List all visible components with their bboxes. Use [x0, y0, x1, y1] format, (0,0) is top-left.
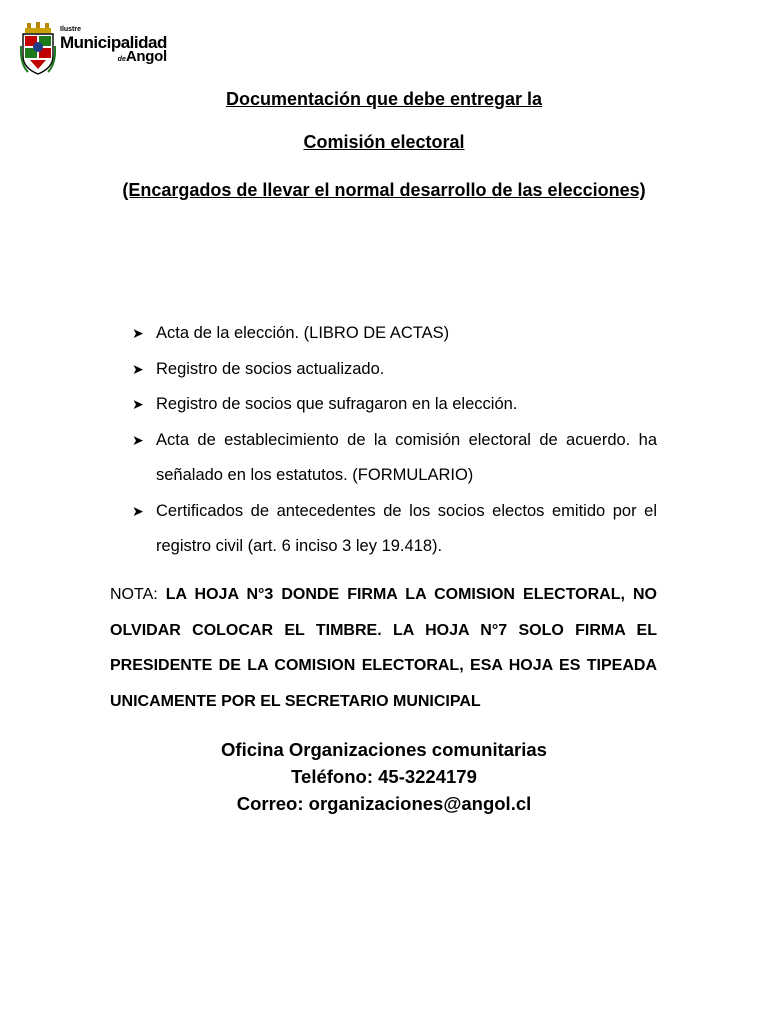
document-title-line-2: Comisión electoral — [303, 132, 465, 152]
list-item-text: Certificados de antecedentes de los socios electos emitido por el registro civil (art. 6 inciso 3 ley 19.418). — [156, 501, 657, 555]
list-item — [132, 387, 657, 423]
arrowhead-bullet-icon: ➤ — [132, 396, 144, 412]
list-item-text: Acta de la elección. (LIBRO DE ACTAS) — [156, 324, 450, 342]
office-email: Correo: organizaciones@angol.cl — [236, 793, 532, 814]
list-item-text: Registro de socios actualizado. — [156, 359, 385, 378]
logo-de-text: de — [117, 56, 126, 63]
office-contact — [0, 736, 768, 817]
list-item — [132, 423, 657, 494]
note-text: LA HOJA N°3 DONDE FIRMA LA COMISION ELECTORAL, NO OLVIDAR COLOCAR EL TIMBRE. LA HOJA N°7 SOLO FIRMA EL PRESIDENTE DE LA COMISION ELECTORAL, ESA HOJA ES TIPEADA UNICAMENTE POR EL SECRETARIO MUNICIPAL — [110, 586, 658, 710]
list-item — [132, 316, 657, 352]
municipal-logo — [20, 22, 180, 80]
document-title-line-3: (Encargados de llevar el normal desarrollo de las elecciones) — [122, 180, 646, 200]
list-item — [132, 352, 657, 388]
document-title-line-1: Documentación que debe entregar la — [225, 89, 543, 109]
requirements-list — [132, 316, 657, 565]
note-label: NOTA: — [110, 586, 166, 603]
arrowhead-bullet-icon: ➤ — [132, 502, 144, 519]
note-paragraph — [110, 577, 657, 719]
office-name: Oficina Organizaciones comunitarias — [221, 739, 547, 760]
arrowhead-bullet-icon: ➤ — [132, 325, 144, 341]
arrowhead-bullet-icon: ➤ — [132, 431, 144, 448]
arrowhead-bullet-icon: ➤ — [132, 360, 144, 377]
logo-small-text: Ilustre — [60, 26, 82, 33]
logo-main-text: Municipalidad — [60, 33, 167, 52]
logo-city-text: Angol — [125, 48, 167, 65]
office-phone: Teléfono: 45-3224179 — [291, 766, 477, 787]
list-item-text: Acta de establecimiento de la comisión electoral de acuerdo. ha señalado en los estatutos. (FORMULARIO) — [156, 430, 657, 484]
list-item-text: Registro de socios que sufragaron en la elección. — [156, 395, 518, 413]
coat-of-arms-icon — [20, 22, 56, 78]
list-item — [132, 494, 657, 565]
